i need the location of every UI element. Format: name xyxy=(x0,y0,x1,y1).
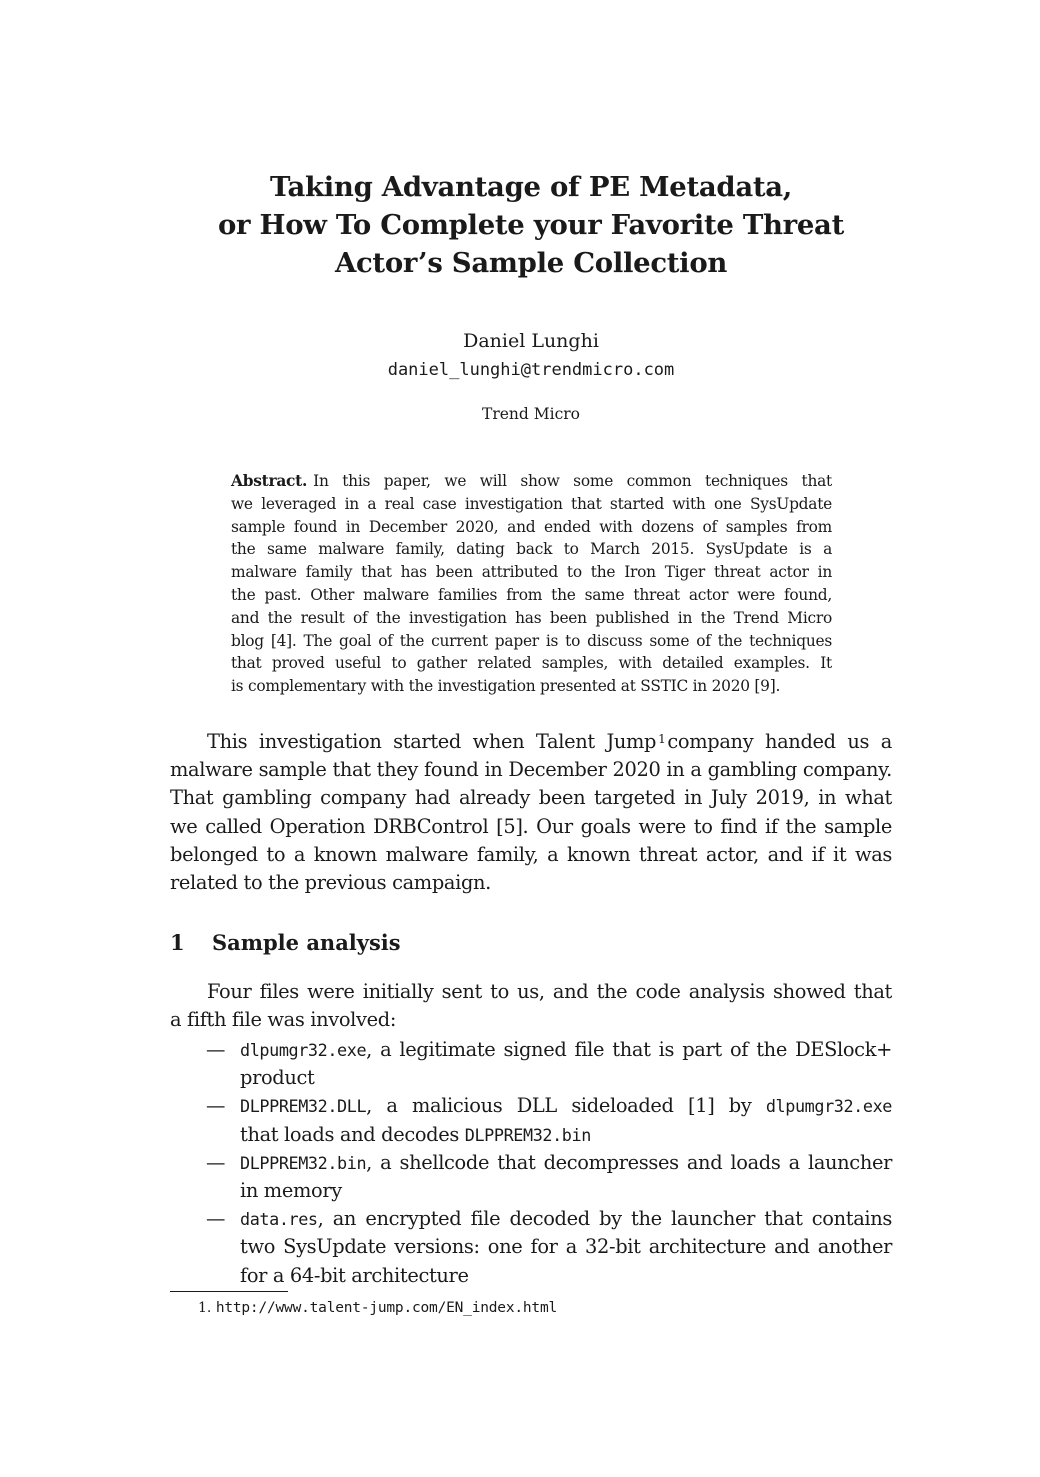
section-number: 1 xyxy=(170,930,185,955)
paragraph-line: we called Operation DRBControl [5]. Our goals were to find if the sample xyxy=(170,814,892,838)
section-heading xyxy=(170,928,401,958)
footnote-marker[interactable]: 1 xyxy=(658,732,666,746)
abstract-line: and the result of the investigation has been published in the Trend Micro xyxy=(231,608,832,627)
abstract-line: sample found in December 2020, and ended with dozens of samples from xyxy=(231,517,832,536)
list-item: — DLPPREM32.bin, a shellcode that decompresses and loads a launcher in memory xyxy=(206,1150,892,1202)
footnote-rule xyxy=(170,1291,288,1292)
paragraph-line: related to the previous campaign. xyxy=(170,870,491,894)
author-email: daniel_lunghi@trendmicro.com xyxy=(387,360,675,380)
dash-bullet: — xyxy=(206,1207,226,1231)
file-name: DLPPREM32.bin xyxy=(240,1152,367,1173)
abstract xyxy=(231,470,832,698)
abstract-line: blog [4]. The goal of the current paper is to discuss some of the techniques xyxy=(231,631,832,650)
paragraph-line: a fifth file was involved: xyxy=(170,1008,397,1032)
paragraph-line: belonged to a known malware family, a known threat actor, and if it was xyxy=(170,842,892,866)
file-name: DLPPREM32.DLL xyxy=(240,1096,367,1117)
dash-bullet: — xyxy=(206,1094,226,1118)
file-name: data.res xyxy=(240,1209,318,1230)
abstract-line: Abstract. In this paper, we will show some common techniques that xyxy=(231,472,832,490)
dash-bullet: — xyxy=(206,1038,226,1061)
abstract-line: that proved useful to gather related samples, with detailed examples. It xyxy=(231,654,832,673)
paragraph-line: malware sample that they found in December 2020 in a gambling company. xyxy=(170,758,892,782)
footnote xyxy=(198,1297,557,1319)
footnote-number: 1. xyxy=(198,1300,212,1316)
list-item: — DLPPREM32.DLL, a malicious DLL sideloaded [1] by dlpumgr32.exe that loads and decodes DLPPREM32.bin xyxy=(206,1094,892,1146)
title-line: or How To Complete your Favorite Threat xyxy=(218,209,844,241)
dash-bullet: — xyxy=(206,1150,226,1174)
abstract-line: the past. Other malware families from the same threat actor were found, xyxy=(231,585,832,604)
abstract-line: the same malware family, dating back to March 2015. SysUpdate is a xyxy=(231,540,832,559)
title-line: Taking Advantage of PE Metadata, xyxy=(269,171,793,203)
paragraph-line: Four files were initially sent to us, and the code analysis showed that xyxy=(207,980,892,1003)
abstract-line: we leveraged in a real case investigation that started with one SysUpdate xyxy=(231,494,832,513)
paper-title xyxy=(170,168,892,282)
author-affiliation: Trend Micro xyxy=(481,405,580,423)
file-name: dlpumgr32.exe xyxy=(240,1040,367,1060)
abstract-label: Abstract. xyxy=(231,472,308,490)
section-title: Sample analysis xyxy=(212,930,401,955)
abstract-line: is complementary with the investigation presented at SSTIC in 2020 [9]. xyxy=(231,677,781,696)
title-line: Actor’s Sample Collection xyxy=(334,247,728,279)
intro-paragraph xyxy=(170,728,892,897)
file-name: DLPPREM32.bin xyxy=(464,1124,591,1145)
paragraph-line: That gambling company had already been targeted in July 2019, in what xyxy=(170,786,892,810)
abstract-line: malware family that has been attributed to the Iron Tiger threat actor in xyxy=(231,563,832,582)
list-item: — data.res, an encrypted file decoded by the launcher that contains two SysUpdate versions: one for a 32-bit architecture and another for a 64-bit architecture xyxy=(206,1207,892,1287)
paragraph-line: This investigation started when Talent Jump $^1$ company handed us a xyxy=(207,730,892,753)
file-name: dlpumgr32.exe xyxy=(765,1096,892,1117)
author-name: Daniel Lunghi xyxy=(463,330,599,352)
footnote-url[interactable]: http://www.talent-jump.com/EN_index.html xyxy=(215,1300,558,1316)
section-paragraph xyxy=(170,978,892,1034)
list-item: — dlpumgr32.exe, a legitimate signed file that is part of the DESlock+ product xyxy=(206,1038,892,1090)
file-list xyxy=(170,1036,892,1290)
